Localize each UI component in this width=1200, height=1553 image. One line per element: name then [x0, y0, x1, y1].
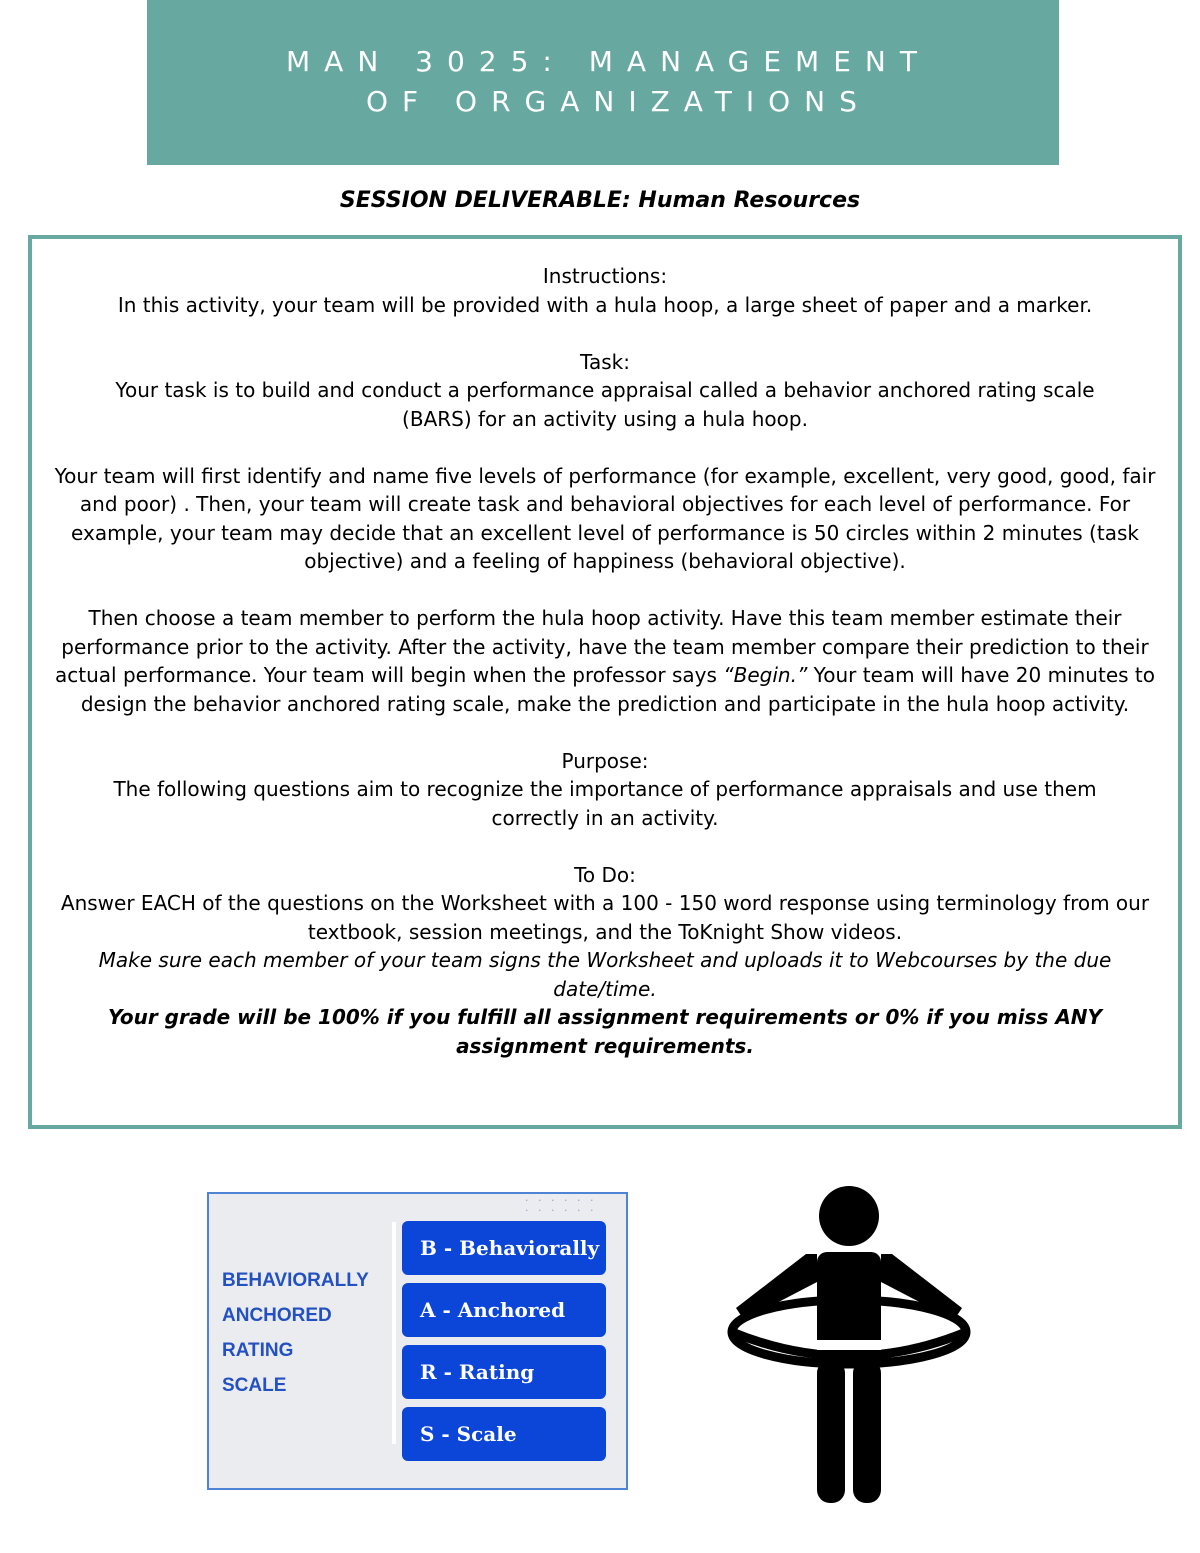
bars-word-rating: RATING	[222, 1340, 294, 1361]
pill-anchored: A - Anchored	[402, 1283, 606, 1337]
pill-rating: R - Rating	[402, 1345, 606, 1399]
bars-graphic	[207, 1192, 628, 1490]
grade-requirement-text: Your grade will be 100% if you fulfill all assignment requirements or 0% if you miss ANY assignment requirements.	[107, 1005, 1103, 1058]
task-heading: Task:	[580, 349, 630, 374]
title-line-1: MAN 3025: MANAGEMENT	[286, 45, 931, 78]
begin-quote: “Begin.”	[723, 663, 808, 687]
title-banner	[147, 0, 1059, 165]
task-text-3	[32, 604, 1178, 718]
task-text-3b: Your team will have 20 minutes to design the behavior anchored rating scale, make the prediction and participate in the hula hoop activity.	[80, 663, 1155, 716]
decorative-dots: · · · · · · · · · · · ·	[525, 1194, 597, 1217]
task-text-3a: Then choose a team member to perform the hula hoop activity. Have this team member estimate their performance prior to the activity. After the activity, have the team member compare their prediction to their actual performance. Your team will begin when the professor says	[55, 606, 1149, 687]
instructions-box	[28, 235, 1182, 1129]
session-deliverable-subtitle: SESSION DELIVERABLE: Human Resources	[339, 188, 861, 213]
task-text-1: Your task is to build and conduct a performance appraisal called a behavior anchored rating scale (BARS) for an activity using a hula hoop.	[115, 378, 1095, 431]
purpose-heading: Purpose:	[561, 748, 649, 773]
todo-heading: To Do:	[574, 862, 636, 887]
bars-word-scale: SCALE	[222, 1375, 287, 1396]
instructions-heading: Instructions:	[542, 264, 668, 288]
purpose-text: The following questions aim to recognize the importance of performance appraisals and use them correctly in an activity.	[113, 777, 1097, 830]
task-text-2: Your team will first identify and name five levels of performance (for example, excellent, very good, good, fair and poor) . Then, your team will create task and behavioral objectives for each level of performance. For example, your team may decide that an excellent level of performance is 50 circles within 2 minutes (task objective) and a feeling of happiness (behavioral objective).	[54, 463, 1156, 573]
bars-word-anchored: ANCHORED	[222, 1305, 332, 1326]
todo-italic-text: Make sure each member of your team signs the Worksheet and uploads it to Webcourses by the due date/time.	[98, 948, 1112, 1001]
pill-behaviorally: B - Behaviorally	[402, 1221, 606, 1275]
graphic-divider	[392, 1222, 396, 1444]
person-hula-hoop-icon	[724, 1180, 974, 1505]
title-line-2: OF ORGANIZATIONS	[366, 85, 871, 118]
instructions-text: In this activity, your team will be provided with a hula hoop, a large sheet of paper and a marker.	[117, 292, 1093, 317]
todo-text: Answer EACH of the questions on the Worksheet with a 100 - 150 word response using terminology from our textbook, session meetings, and the ToKnight Show videos.	[60, 891, 1150, 944]
pill-scale: S - Scale	[402, 1407, 606, 1461]
bars-word-behaviorally: BEHAVIORALLY	[222, 1270, 369, 1291]
